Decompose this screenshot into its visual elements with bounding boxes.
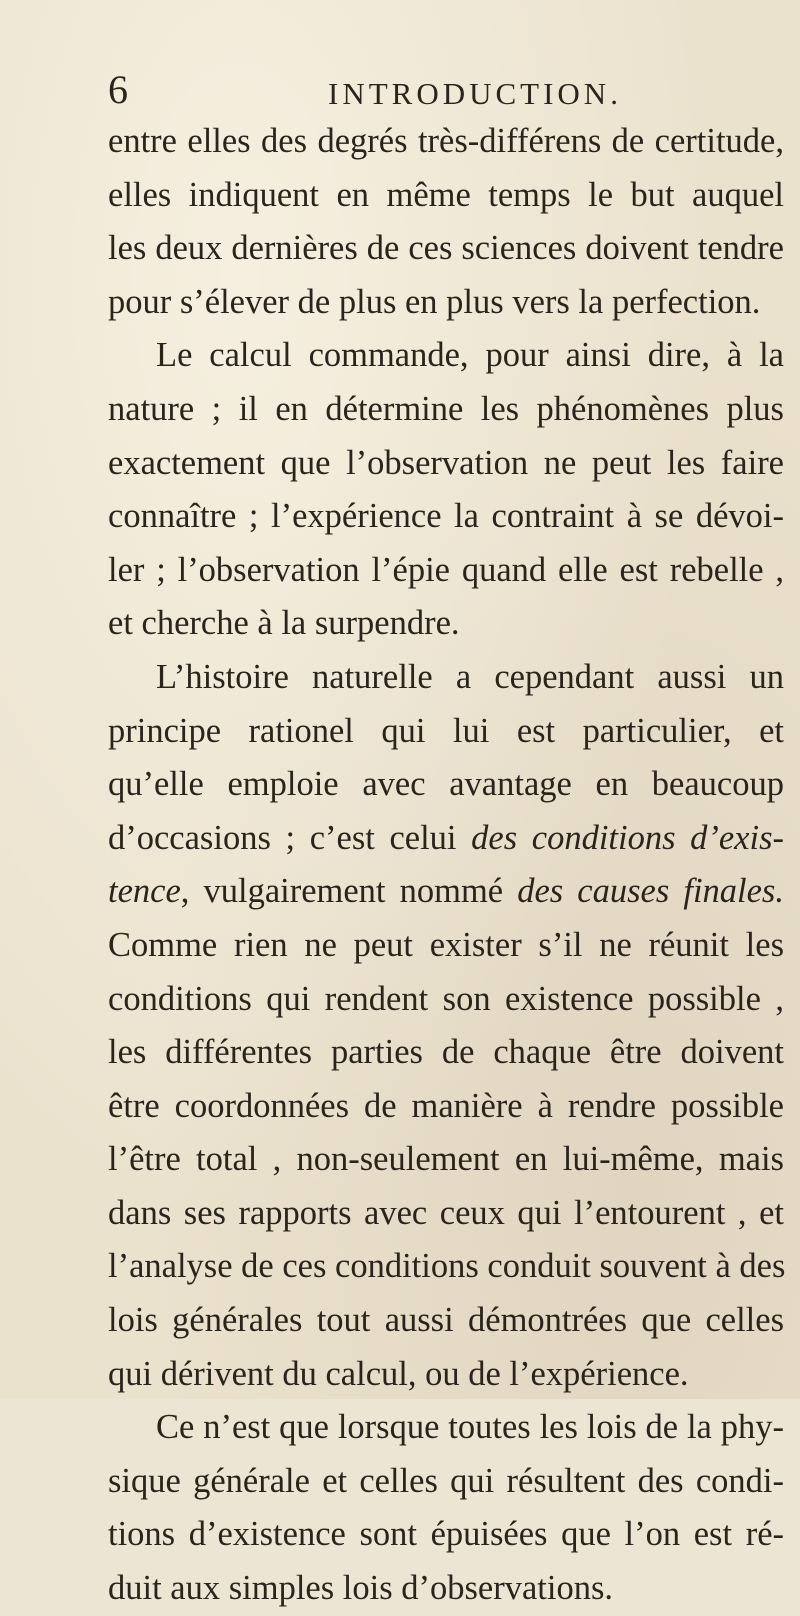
- text-line: l’analyse de ces conditions conduit souvent à des: [108, 1247, 786, 1286]
- text-line: principe rationel qui lui est particulier, et: [108, 711, 784, 750]
- text-line: qui dérivent du calcul, ou de l’expérience.: [108, 1354, 689, 1393]
- text-line: l’être total , non-seulement en lui-même, mais: [108, 1140, 784, 1179]
- text-line: et cherche à la surpendre.: [108, 604, 460, 643]
- text-line: Le calcul commande, pour ainsi dire, à la: [156, 336, 784, 375]
- italic-phrase: des causes finales.: [517, 872, 784, 911]
- text-segment: d’occasions ; c’est celui: [108, 818, 472, 857]
- text-segment: , vulgairement nommé: [180, 872, 518, 911]
- body-text: [108, 115, 784, 1616]
- italic-phrase: tence: [108, 872, 181, 911]
- text-line: lois générales tout aussi démontrées que celles: [108, 1301, 784, 1340]
- text-line: Comme rien ne peut exister s’il ne réunit les: [108, 925, 784, 964]
- page-header: [108, 67, 788, 112]
- text-line: entre elles des degrés très-différens de certitude,: [108, 122, 784, 160]
- text-line: être coordonnées de manière à rendre possible: [108, 1086, 784, 1125]
- text-line: dans ses rapports avec ceux qui l’entourent , et: [108, 1193, 784, 1232]
- text-line: tions d’existence sont épuisées que l’on est ré-: [108, 1515, 784, 1554]
- text-line: conditions qui rendent son existence possible ,: [108, 979, 784, 1018]
- text-line: exactement que l’observation ne peut les faire: [108, 443, 784, 482]
- page-number: 6: [108, 67, 128, 112]
- text-line: sique générale et celles qui résultent des condi-: [108, 1461, 784, 1500]
- text-line: ler ; l’observation l’épie quand elle est rebelle ,: [108, 550, 784, 589]
- text-line: [108, 812, 784, 866]
- text-line: Ce n’est que lorsque toutes les lois de la phy-: [156, 1408, 784, 1447]
- text-line: L’histoire naturelle a cependant aussi un: [156, 657, 784, 696]
- text-line: les différentes parties de chaque être doivent: [108, 1033, 784, 1072]
- text-line: connaître ; l’expérience la contraint à se dévoi-: [108, 497, 784, 536]
- text-line: qu’elle emploie avec avantage en beaucoup: [108, 765, 784, 804]
- running-head: INTRODUCTION.: [328, 76, 622, 111]
- text-line: pour s’élever de plus en plus vers la perfection.: [108, 282, 761, 321]
- italic-phrase: des conditions d’exis-: [471, 818, 784, 857]
- text-line: elles indiquent en même temps le but auquel: [108, 175, 784, 214]
- text-line: duit aux simples lois d’observations.: [108, 1569, 614, 1608]
- text-line: nature ; il en détermine les phénomènes plus: [108, 389, 784, 428]
- text-line: les deux dernières de ces sciences doivent tendre: [108, 229, 784, 268]
- text-line: [108, 865, 784, 919]
